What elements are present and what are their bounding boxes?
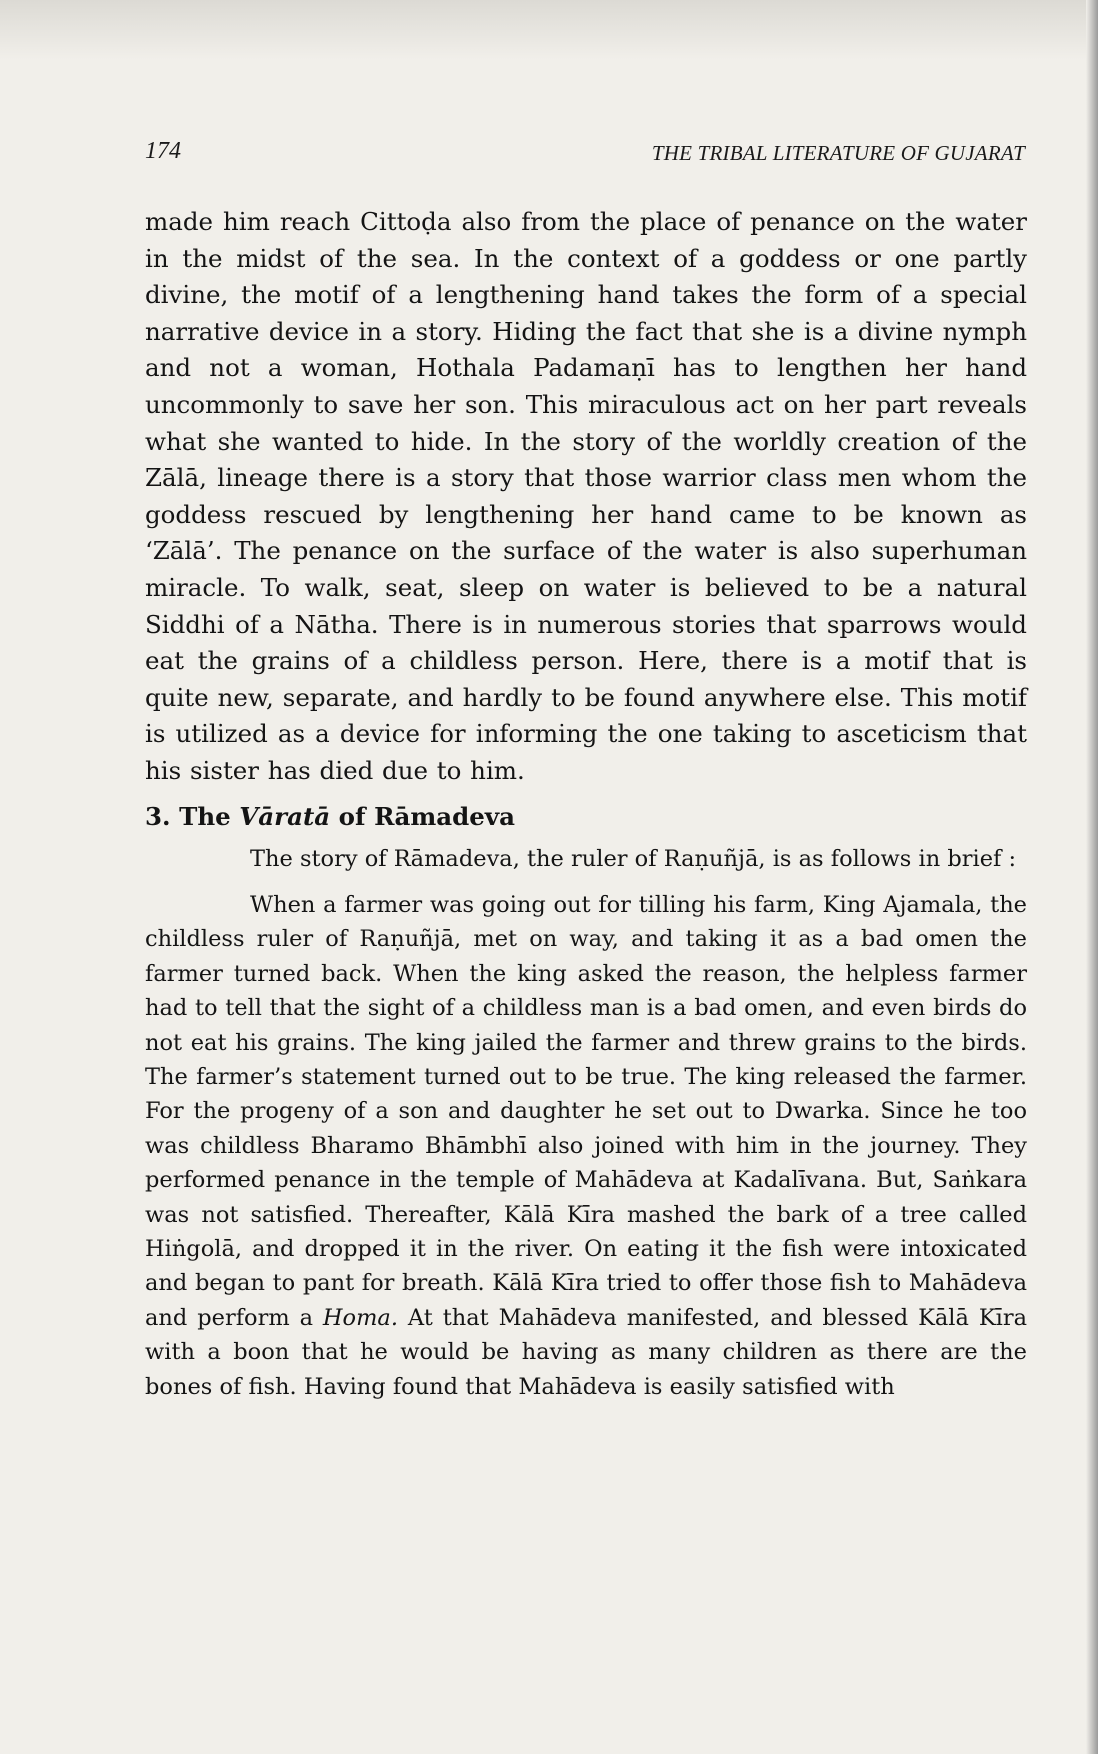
- page-right-edge: [1086, 0, 1098, 1754]
- paragraph-3: [145, 888, 1027, 1404]
- paragraph-3-italic-word: Homa.: [322, 1304, 398, 1331]
- paragraph-2: The story of Rāmadeva, the ruler of Raṇuñjā, is as follows in brief :: [250, 845, 1017, 872]
- book-title: THE TRIBAL LITERATURE OF GUJARAT: [651, 141, 1025, 165]
- section-heading-rest: of Rāmadeva: [330, 801, 515, 831]
- paragraph-1: made him reach Cittoḍa also from the place of penance on the water in the midst of the sea. In the context of a goddess or one partly divine, the motif of a lengthening hand takes the form of a special narrative device in a story. Hiding the fact that she is a divine nymph and not a woman, Hothala Padamaṇī has to lengthen her hand uncommonly to save her son. This miraculous act on her part reveals what she wanted to hide. In the story of the worldly creation of the Zālā, lineage there is a story that those warrior class men whom the goddess rescued by lengthening her hand came to be known as ‘Zālā’. The penance on the surface of the water is also superhuman miracle. To walk, seat, sleep on water is believed to be a natural Siddhi of a Nātha. There is in numerous stories that sparrows would eat the grains of a childless person. Here, there is a motif that is quite new, separate, and hardly to be found anywhere else. This motif is utilized as a device for informing the one taking to asceticism that his sister has died due to him.: [145, 207, 1027, 785]
- running-head: [145, 138, 1025, 178]
- section-heading: [145, 800, 1027, 834]
- paragraph-3-text-before: When a farmer was going out for tilling his farm, King Ajamala, the childless ruler of Raṇuñjā, met on way, and taking it as a bad omen the farmer turned back. When the king asked the reason, the helpless farmer had to tell that the sight of a childless man is a bad omen, and even birds do not eat his grains. The king jailed the farmer and threw grains to the birds. The farmer’s statement turned out to be true. The king released the farmer. For the progeny of a son and daughter he set out to Dwarka. Since he too was childless Bharamo Bhāmbhī also joined with him in the journey. They performed penance in the temple of Mahādeva at Kadalīvana. But, Saṅkara was not satisfied. Thereafter, Kālā Kīra mashed the bark of a tree called Hiṅgolā, and dropped it in the river. On eating it the fish were intoxicated and began to pant for breath. Kālā Kīra tried to offer those fish to Mahādeva and perform a: [145, 892, 1027, 1331]
- paragraph-3-text-after: At that Mahādeva manifested, and blessed Kālā Kīra with a boon that he would be having as many children as there are the bones of fish. Having found that Mahādeva is easily satisfied with: [145, 1304, 1027, 1400]
- section-heading-number: 3. The: [145, 801, 240, 831]
- page-top-shadow: [0, 0, 1098, 60]
- body-text: [145, 204, 1027, 1404]
- section-heading-italic-title: Vāratā: [239, 801, 331, 831]
- page-number: 174: [145, 138, 181, 164]
